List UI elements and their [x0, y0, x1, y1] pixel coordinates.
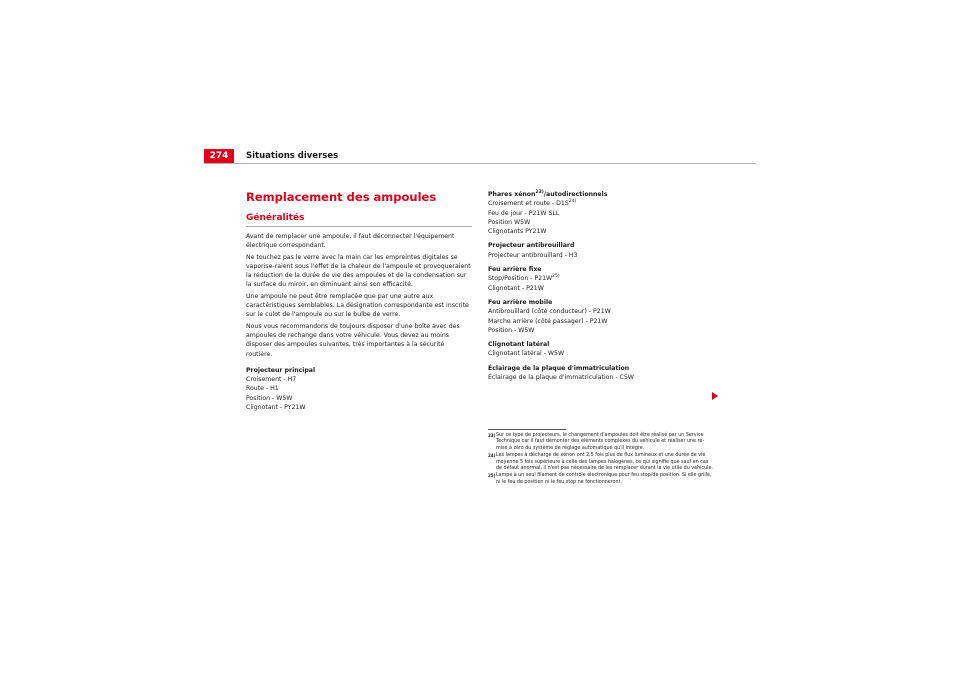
paragraph: Ne touchez pas le verre avec la main car les empreintes digitales se vaporise-raient sous l'effet de la chaleur de l'ampoule et provoqueraient la réduction de la durée de vie des ampoules et de la condensation sur la surface du miroir, en diminuant ainsi son efficacité. — [246, 253, 471, 289]
bulb-line: Position - W5W — [488, 326, 535, 334]
paragraph: Une ampoule ne peut être remplacée que par une autre aux caractéristiques semblables. La désignation correspondante est inscrite sur le culot de l'ampoule ou sur le bulbe de verre. — [246, 292, 469, 319]
footnote-number: 25) — [488, 473, 496, 479]
page-number: 274 — [204, 149, 234, 163]
group-title-feu-fixe: Feu arrière fixe — [488, 266, 542, 274]
group-title-antibrouillard: Projecteur antibrouillard — [488, 242, 575, 250]
bulb-line: Clignotant latéral - W5W — [488, 350, 565, 358]
bulb-line: Croisement - H7 — [246, 376, 297, 384]
footnote — [488, 453, 714, 472]
header-divider — [204, 163, 756, 164]
group-title-feu-mobile: Feu arrière mobile — [488, 298, 553, 306]
bulb-line: Route - H1 — [246, 385, 279, 393]
bulb-line: Clignotant - P21W — [488, 284, 544, 292]
paragraph: Nous vous recommandons de toujours disposer d'une boîte avec des ampoules de rechange dans votre véhicule. Vous devez au moins disposer des ampoules suivantes, très importantes à la sécurité routière. — [246, 322, 460, 358]
group-title-plaque: Éclairage de la plaque d'immatriculation — [488, 364, 630, 372]
bulb-line: Projecteur antibrouillard - H3 — [488, 251, 578, 259]
footnote-text: Les lampes à décharge de xénon ont 2,5 fois plus de flux lumineux et une durée de vie moyenne 5 fois supérieure à celle des lampes halogènes, ce qui signifie que sauf en cas de défaut anormal, il n'est pas nécessaire de les remplacer durant la vie utile du véhicule. — [496, 453, 713, 472]
left-column — [246, 190, 472, 412]
footnote — [488, 433, 714, 452]
footnote — [488, 473, 714, 486]
section-title-generalites: Généralités — [246, 212, 472, 227]
footnote-text: Lampe à un seul filament de contrôle électronique pour feu stop/de position. Si elle grille, ni le feu de position ni le feu stop ne fonctionneront. — [496, 473, 712, 485]
right-column — [488, 190, 724, 382]
bulb-line: Éclairage de la plaque d'immatriculation - C5W — [488, 374, 634, 382]
group-title-xenon: Phares xénon$^{23)}$/autodirectionnels — [488, 189, 608, 198]
footnote-number: 23) — [488, 433, 496, 438]
footnote-text: Sur ce type de projecteurs, le changement d'ampoules doit être réalisé par un Service Technique car il faut démonter des éléments complexes du véhicule et réaliser une re-mise à zéro du système de réglage automatique qu'il intègre. — [496, 433, 705, 451]
bulb-line: Antibrouillard (côté conducteur) - P21W — [488, 308, 611, 316]
footnote-divider — [488, 429, 566, 430]
footnote-number: 24) — [488, 453, 496, 459]
group-title-projecteur: Projecteur principal — [246, 366, 316, 374]
bulb-line: Clignotants PY21W — [488, 228, 547, 236]
bulb-line: Feu de jour - P21W SLL — [488, 209, 560, 217]
bulb-line: Position W5W — [488, 218, 531, 226]
paragraph: Avant de remplacer une ampoule, il faut déconnecter l'équipement électrique correspondant. — [246, 233, 455, 250]
section-header: Situations diverses — [246, 151, 339, 161]
group-title-clignotant-lateral: Clignotant latéral — [488, 341, 550, 349]
bulb-line: Position - W5W — [246, 394, 293, 402]
continue-arrow-icon — [712, 392, 718, 400]
bulb-line: Croisement et route - $D1S^{24)}$ — [488, 199, 577, 208]
bulb-line: Marche arrière (côté passager) - P21W — [488, 317, 608, 325]
bulb-line: Clignotant - PY21W — [246, 404, 306, 412]
footnotes — [488, 433, 714, 487]
page-title: Remplacement des ampoules — [246, 190, 437, 204]
bulb-line: Stop/Position - $P21W^{25)}$ — [488, 274, 560, 283]
